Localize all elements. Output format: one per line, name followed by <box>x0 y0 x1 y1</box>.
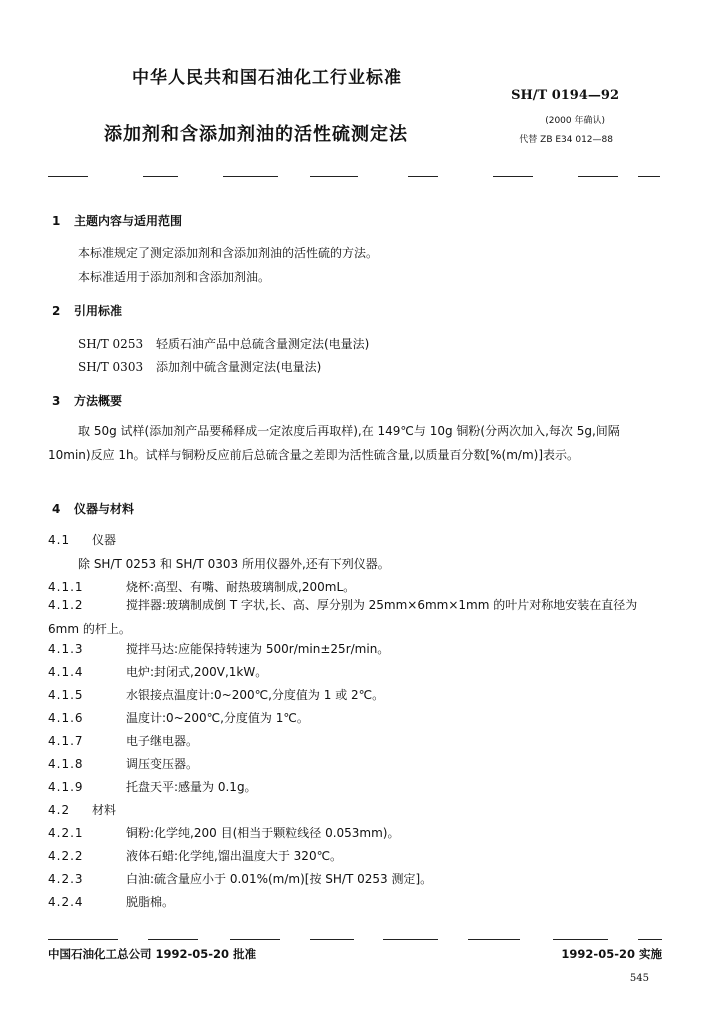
section-2-heading <box>52 302 122 319</box>
item-4-1-2 <box>48 593 660 641</box>
section-4-number: 4 <box>52 502 61 516</box>
item-number: 4.1.7 <box>48 734 84 748</box>
item-text: 调压变压器。 <box>126 757 199 771</box>
reference-1-title: 轻质石油产品中总硫含量测定法(电量法) <box>156 337 370 351</box>
reference-2 <box>78 358 321 375</box>
section-4-title: 仪器与材料 <box>74 502 135 516</box>
item-text: 托盘天平:感量为 0.1g。 <box>126 780 257 794</box>
item-4-1-5 <box>48 686 384 703</box>
item-text: 温度计:0~200℃,分度值为 1℃。 <box>126 711 309 725</box>
subsection-4-1-title: 仪器 <box>92 533 117 547</box>
section-1-title: 主题内容与适用范围 <box>74 214 183 228</box>
item-text: 铜粉:化学纯,200 目(相当于颗粒线径 0.053mm)。 <box>126 826 400 840</box>
standard-number: SH/T 0194—92 <box>511 88 619 103</box>
item-text: 搅拌马达:应能保持转速为 500r/min±25r/min。 <box>126 642 390 656</box>
subsection-4-1-number: 4.1 <box>48 533 71 547</box>
effective-date: 1992-05-20 实施 <box>561 947 662 961</box>
section-2-number: 2 <box>52 304 61 318</box>
item-text: 电子继电器。 <box>126 734 199 748</box>
page-number: 545 <box>629 973 649 984</box>
item-4-2-4 <box>48 893 174 910</box>
document-title: 添加剂和含添加剂油的活性硫测定法 <box>104 124 408 145</box>
section-3-number: 3 <box>52 394 61 408</box>
issuing-authority-title: 中华人民共和国石油化工行业标准 <box>132 68 402 88</box>
section-3-paragraph: 取 50g 试样(添加剂产品要稀释成一定浓度后再取样),在 149℃与 10g 铜粉(分两次加入,每次 5g,间隔 10min)反应 1h。试样与铜粉反应前后总硫含量之差即为活性硫含量,以质量百分数[%(m/m)]表示。 <box>48 424 620 462</box>
item-number: 4.2.3 <box>48 872 84 886</box>
item-text: 搅拌器:玻璃制成倒 T 字状,长、高、厚分别为 25mm×6mm×1mm 的叶片对称地安装在直径为 6mm 的杆上。 <box>48 598 638 636</box>
item-4-1-3 <box>48 640 389 657</box>
item-number: 4.1.3 <box>48 642 84 656</box>
item-text: 白油:硫含量应小于 0.01%(m/m)[按 SH/T 0253 测定]。 <box>126 872 433 886</box>
footer-divider <box>48 939 662 940</box>
item-4-1-4 <box>48 663 267 680</box>
reconfirm-note: (2000 年确认) <box>545 116 605 126</box>
item-text: 水银接点温度计:0~200℃,分度值为 1 或 2℃。 <box>126 688 385 702</box>
subsection-4-2-title: 材料 <box>92 803 117 817</box>
item-4-2-3 <box>48 870 432 887</box>
item-text: 脱脂棉。 <box>126 895 175 909</box>
header-divider <box>48 176 660 177</box>
item-4-1-9 <box>48 778 257 795</box>
item-number: 4.1.6 <box>48 711 84 725</box>
item-text: 电炉:封闭式,200V,1kW。 <box>126 665 268 679</box>
reference-2-code: SH/T 0303 <box>78 360 144 374</box>
item-4-1-6 <box>48 709 309 726</box>
section-3-title: 方法概要 <box>74 394 123 408</box>
subsection-4-1 <box>48 531 116 548</box>
item-number: 4.1.9 <box>48 780 84 794</box>
item-4-2-2 <box>48 847 342 864</box>
item-number: 4.1.5 <box>48 688 84 702</box>
item-number: 4.1.1 <box>48 580 84 594</box>
section-2-title: 引用标准 <box>74 304 123 318</box>
item-number: 4.2.1 <box>48 826 84 840</box>
subsection-4-2-number: 4.2 <box>48 803 71 817</box>
reference-1 <box>78 335 369 352</box>
section-1-number: 1 <box>52 214 61 228</box>
item-4-1-8 <box>48 755 198 772</box>
section-1-heading <box>52 212 182 229</box>
section-4-heading <box>52 500 134 517</box>
section-1-line-1: 本标准规定了测定添加剂和含添加剂油的活性硫的方法。 <box>78 246 379 260</box>
reference-2-title: 添加剂中硫含量测定法(电量法) <box>156 360 322 374</box>
item-number: 4.1.2 <box>48 598 84 612</box>
item-number: 4.2.2 <box>48 849 84 863</box>
subsection-4-2 <box>48 801 116 818</box>
item-text: 液体石蜡:化学纯,馏出温度大于 320℃。 <box>126 849 343 863</box>
item-number: 4.1.8 <box>48 757 84 771</box>
section-3-heading <box>52 392 122 409</box>
approval-statement: 中国石油化工总公司 1992-05-20 批准 <box>48 947 257 961</box>
reference-1-code: SH/T 0253 <box>78 337 144 351</box>
item-number: 4.2.4 <box>48 895 84 909</box>
item-4-1-7 <box>48 732 198 749</box>
instruments-intro: 除 SH/T 0253 和 SH/T 0303 所用仪器外,还有下列仪器。 <box>78 557 390 571</box>
item-4-2-1 <box>48 824 400 841</box>
section-1-line-2: 本标准适用于添加剂和含添加剂油。 <box>78 270 271 284</box>
item-text: 烧杯:高型、有嘴、耐热玻璃制成,200mL。 <box>126 580 356 594</box>
item-number: 4.1.4 <box>48 665 84 679</box>
replaces-note: 代替 ZB E34 012—88 <box>519 135 613 145</box>
